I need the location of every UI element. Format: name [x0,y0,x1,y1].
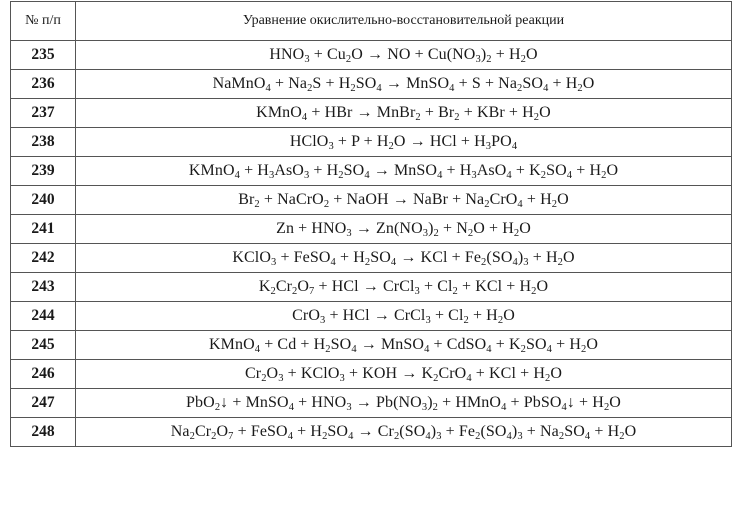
reaction-equation: HClO$_3$ + $P + H_2O$ → HCl + $H_3PO_4$ [76,128,732,157]
reaction-equation: $Zn + HNO_3 \to Zn(NO_3)_2 + N_2O + H_2O$ [76,215,732,244]
table-row [11,273,732,302]
reaction-equation: $HNO_3 + Cu_2O$ → NO + $Cu(NO_3)_2 + H_2O$ [76,41,732,70]
reaction-equation: KMnO$_4$ + $Cd + H_2SO_4$ → MnSO$_4$ + CdSO$_4$ + $K_2SO_4 + H_2O$ [76,331,732,360]
reaction-equation: KClO$_3$ + FeSO$_4$ + $H_2SO_4$ → KCl + $Fe_2(SO_4)_3 + H_2O$ [76,244,732,273]
table-row [11,41,732,70]
reaction-number: 241 [11,215,76,244]
reaction-equation: $Na_2Cr_2O_7$ + FeSO$_4$ + $H_2SO_4 \to Cr_2(SO_4)_3 + Fe_2(SO_4)_3 + Na_2SO_4 + H_2O$ [76,418,732,447]
table-row [11,99,732,128]
reactions-table [10,1,732,447]
reaction-equation: $K_2Cr_2O_7$ + HCl → CrCl$_3$ + $Cl_2$ + KCl + $H_2O$ [76,273,732,302]
table-row [11,157,732,186]
reaction-equation: $Br_2$ + NaCrO$_2$ + NaOH → NaBr + $Na_2CrO_4 + H_2O$ [76,186,732,215]
table-header-row [11,2,732,41]
reaction-equation: CrO$_3$ + HCl → CrCl$_3$ + $Cl_2 + H_2O$ [76,302,732,331]
reaction-number: 247 [11,389,76,418]
reaction-number: 236 [11,70,76,99]
reaction-number: 244 [11,302,76,331]
table-body [11,41,732,447]
reaction-equation: $Cr_2O_3$ + KClO$_3$ + KOH → $K_2CrO_4$ + KCl + $H_2O$ [76,360,732,389]
reaction-number: 239 [11,157,76,186]
reaction-number: 242 [11,244,76,273]
reaction-number: 248 [11,418,76,447]
reaction-equation: NaMnO$_4$ + $Na_2S + H_2SO_4$ → MnSO$_4$ + $S + Na_2SO_4 + H_2O$ [76,70,732,99]
header-equation: Уравнение окислительно-восстановительной реакции [76,2,732,41]
reaction-equation: PbO$_2$↓ + MnSO$_4$ + $HNO_3 \to Pb(NO_3)_2$ + HMnO$_4$ + PbSO$_4$↓ + $H_2O$ [76,389,732,418]
reaction-number: 240 [11,186,76,215]
header-number: № п/п [11,2,76,41]
table-row [11,215,732,244]
table-row [11,186,732,215]
reaction-equation: KMnO$_4$ + $H_3AsO_3 + H_2SO_4$ → MnSO$_4$ + $H_3AsO_4 + K_2SO_4 + H_2O$ [76,157,732,186]
table-row [11,418,732,447]
reaction-number: 238 [11,128,76,157]
reaction-equation: KMnO$_4$ + HBr → MnBr$_2$ + $Br_2$ + KBr + $H_2O$ [76,99,732,128]
table-row [11,244,732,273]
table-row [11,331,732,360]
reaction-number: 235 [11,41,76,70]
table-row [11,70,732,99]
table-row [11,128,732,157]
table-row [11,389,732,418]
reaction-number: 245 [11,331,76,360]
table-row [11,360,732,389]
reaction-number: 237 [11,99,76,128]
table-row [11,302,732,331]
reaction-number: 243 [11,273,76,302]
reaction-number: 246 [11,360,76,389]
